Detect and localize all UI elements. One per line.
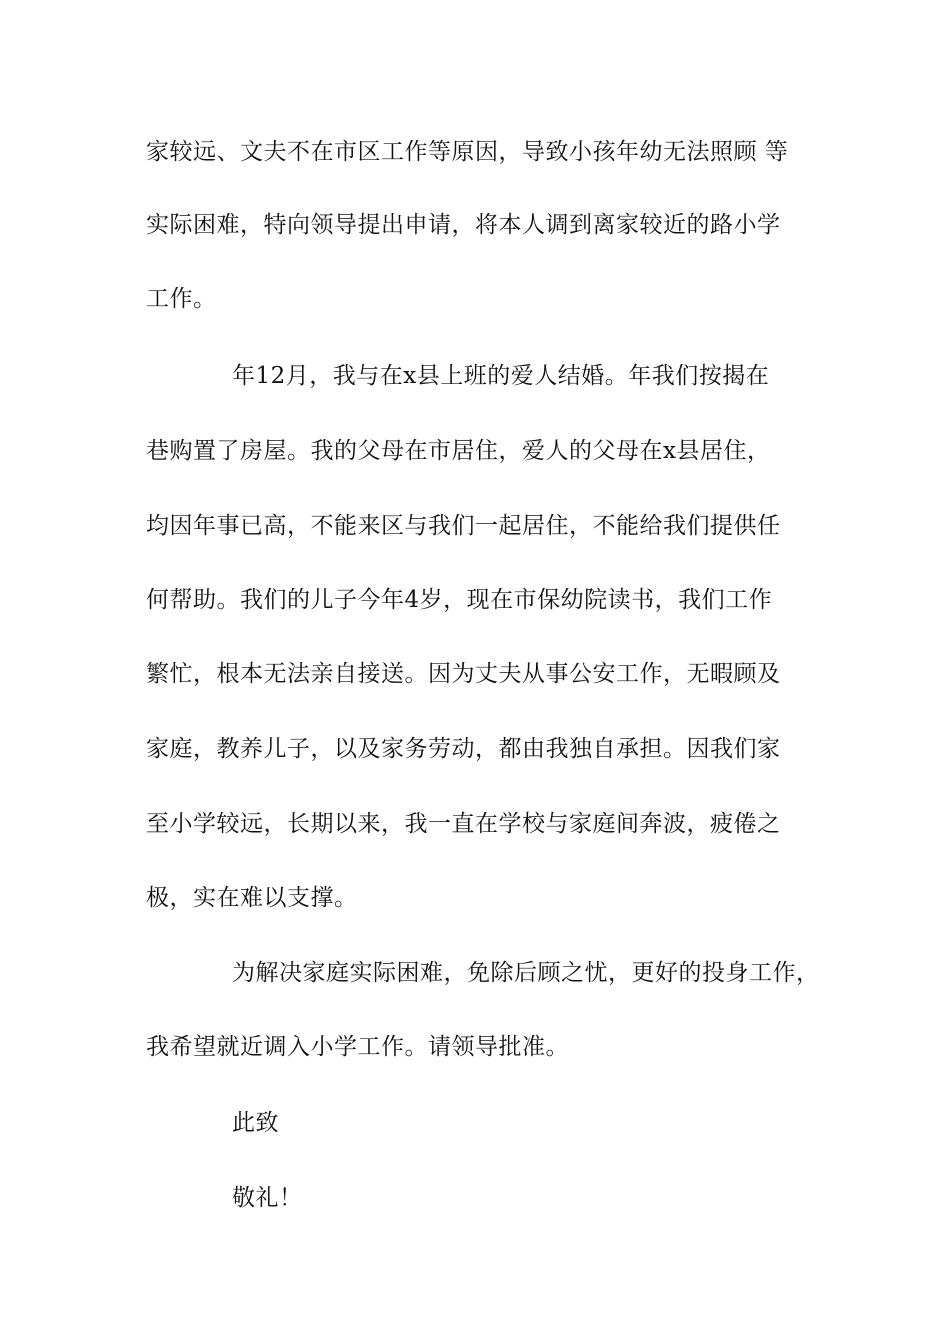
paragraph-line-2: 实际困难，特向领导提出申请，将本人调到离家较近的路小学	[146, 212, 781, 238]
paragraph-line-12: 为解决家庭实际困难，免除后顾之忧，更好的投身工作，	[232, 960, 820, 986]
paragraph-line-4: 年12月，我与在x县上班的爱人结婚。年我们按揭在	[232, 363, 770, 389]
paragraph-line-11: 极，实在难以支撑。	[146, 885, 358, 911]
paragraph-line-7: 何帮助。我们的儿子今年4岁，现在市保幼院读书，我们工作	[146, 587, 773, 613]
paragraph-line-9: 家庭，教养儿子，以及家务劳动，都由我独自承担。因我们家	[146, 736, 781, 762]
paragraph-line-10: 至小学较远，长期以来，我一直在学校与家庭间奔波，疲倦之	[146, 811, 781, 837]
paragraph-line-3: 工作。	[146, 286, 217, 312]
paragraph-line-8: 繁忙，根本无法亲自接送。因为丈夫从事公安工作，无暇顾及	[146, 661, 781, 687]
paragraph-line-1: 家较远、文夫不在市区工作等原因，导致小孩年幼无法照顾 等	[146, 139, 789, 165]
paragraph-line-6: 均因年事已高，不能来区与我们一起居住，不能给我们提供任	[146, 513, 781, 539]
closing-regards: 敬礼！	[232, 1185, 303, 1211]
paragraph-line-5: 巷购置了房屋。我的父母在市居住，爱人的父母在x县居住，	[146, 438, 771, 464]
paragraph-line-13: 我希望就近调入小学工作。请领导批准。	[146, 1034, 569, 1060]
closing-salutation: 此致	[232, 1110, 279, 1136]
